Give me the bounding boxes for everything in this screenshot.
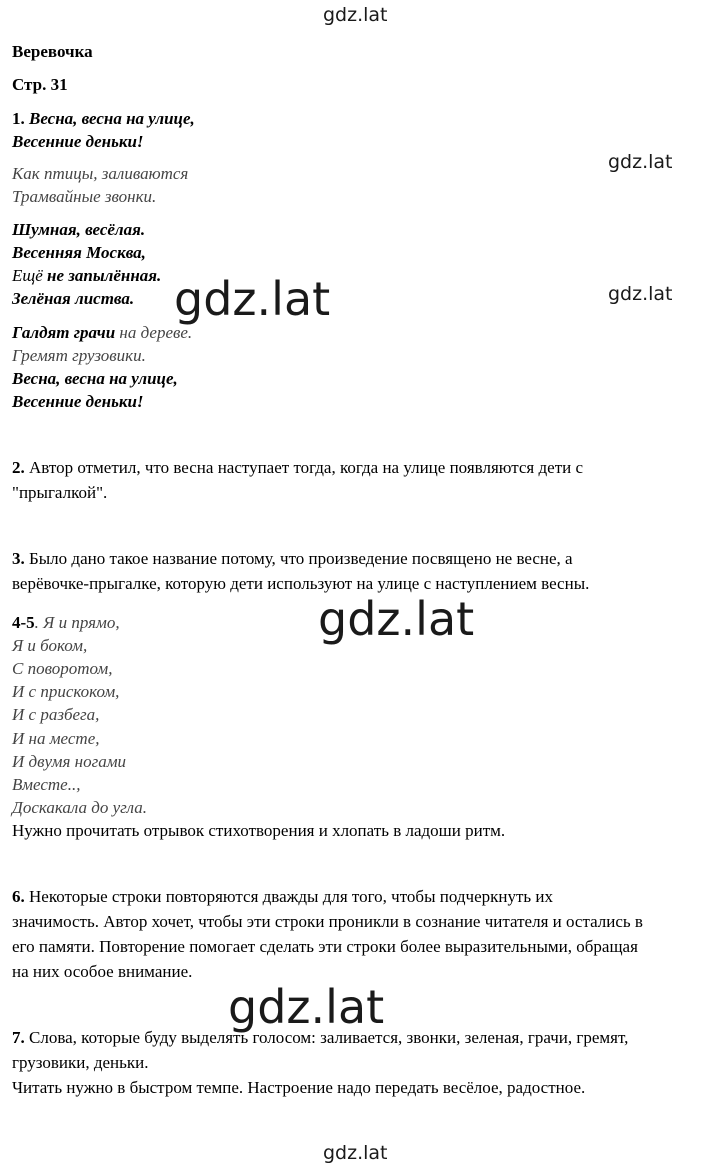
q45-line: И двумя ногами [12,752,127,771]
watermark: gdz.lat [228,980,385,1034]
q2-line: "прыгалкой". [12,483,108,502]
q45-line: Доскакала до угла. [12,798,147,817]
q3-line: 3. Было дано такое название потому, что произведение посвящено не весне, а [12,549,573,568]
page-title: Веревочка [12,42,93,61]
q7-line: грузовики, деньки. [12,1053,149,1072]
q2-line: 2. Автор отметил, что весна наступает тогда, когда на улице появляются дети с [12,458,584,477]
q6-line: его памяти. Повторение помогает сделать эти строки более выразительными, обращая [12,937,638,956]
q45-line: Я и боком, [12,636,88,655]
q1-line: Весна, весна на улице, [12,369,178,388]
q45-line: Вместе.., [12,775,81,794]
q1-line: Зелёная листва. [12,289,135,308]
q6-line: 6. Некоторые строки повторяются дважды для того, чтобы подчеркнуть их [12,887,553,906]
q6-line: значимость. Автор хочет, чтобы эти строки проникли в сознание читателя и остались в [12,912,643,931]
q3-line: верёвочке-прыгалке, которую дети используют на улице с наступлением весны. [12,574,590,593]
q1-line: Шумная, весёлая. [12,220,146,239]
q6-line: на них особое внимание. [12,962,193,981]
q1-line: Гремят грузовики. [12,346,146,365]
q45-line: И с разбега, [12,705,100,724]
q1-line: Ещё не запылённая. [12,266,162,285]
q1-line: Весенняя Москва, [12,243,146,262]
q45-line: И с прискоком, [12,682,120,701]
watermark: gdz.lat [323,4,388,26]
q1-line: Галдят грачи на дереве. [12,323,193,342]
q1-line: 1. Весна, весна на улице, [12,109,195,128]
q7-line: Читать нужно в быстром темпе. Настроение надо передать весёлое, радостное. [12,1078,586,1097]
q45-line: С поворотом, [12,659,113,678]
q45-line: Нужно прочитать отрывок стихотворения и хлопать в ладоши ритм. [12,821,506,840]
q45-line: 4-5. Я и прямо, [12,613,120,632]
watermark: gdz.lat [608,283,673,305]
q1-line: Весенние деньки! [12,392,144,411]
q1-line: Весенние деньки! [12,132,144,151]
watermark: gdz.lat [318,592,475,646]
q1-line: Как птицы, заливаются [12,164,189,183]
watermark: gdz.lat [608,151,673,173]
q1-line: Трамвайные звонки. [12,187,157,206]
q7-line: 7. Слова, которые буду выделять голосом: заливается, звонки, зеленая, грачи, гремят, [12,1028,629,1047]
watermark: gdz.lat [174,272,331,326]
page-number: Стр. 31 [12,75,68,94]
q45-line: И на месте, [12,729,100,748]
watermark: gdz.lat [323,1142,388,1164]
